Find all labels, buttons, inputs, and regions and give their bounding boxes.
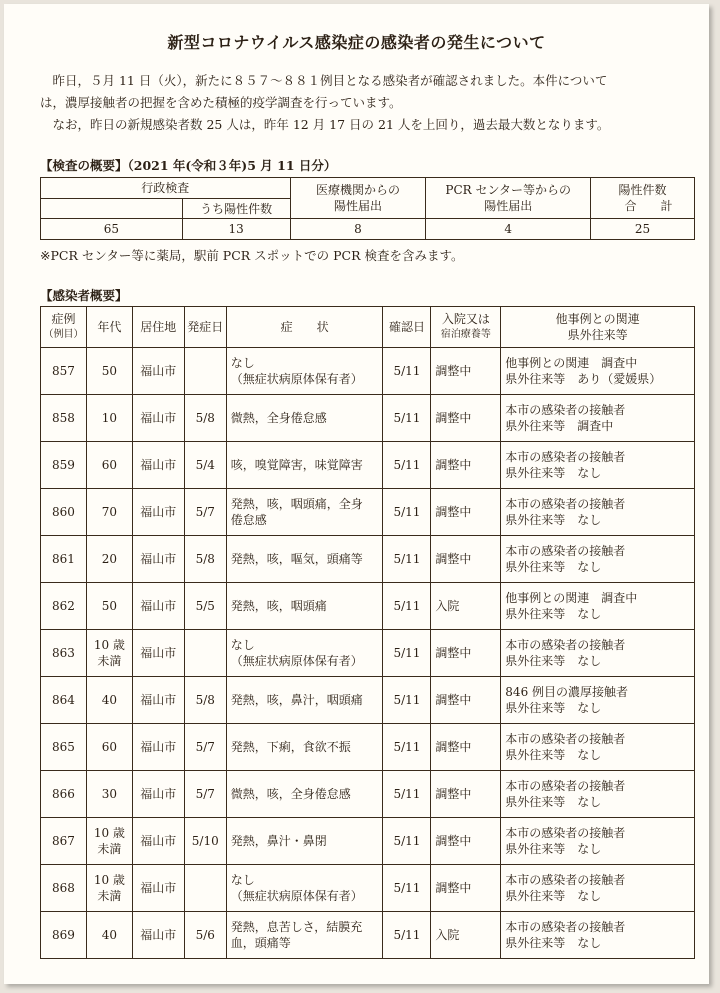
intro-paragraph-1: 昨日，５月 11 日（火），新たに８５７～８８１例目となる感染者が確認されました。本件について — [40, 73, 608, 88]
case-cell-sym: 微熱，咳，全身倦怠感 — [226, 771, 383, 818]
case-row — [41, 771, 695, 818]
case-cell-age: 20 — [86, 536, 132, 583]
case-cell-age: 10 歳 未満 — [86, 865, 132, 912]
case-cell-hosp: 調整中 — [431, 442, 501, 489]
case-cell-rel: 本市の感染者の接触者 県外往来等 なし — [501, 489, 695, 536]
header-onset: 発症日 — [184, 307, 226, 348]
summary-value-total: 25 — [591, 219, 695, 240]
case-cell-sym: なし （無症状病原体保有者） — [226, 348, 383, 395]
case-cell-onset — [184, 865, 226, 912]
case-cell-rel: 本市の感染者の接触者 県外往来等 なし — [501, 536, 695, 583]
summary-header-pcr: PCR センター等からの 陽性届出 — [426, 178, 591, 219]
case-cell-rel: 本市の感染者の接触者 県外往来等 調査中 — [501, 395, 695, 442]
case-cell-id: 869 — [41, 912, 87, 959]
case-cell-rel: 他事例との関連 調査中 県外往来等 あり（愛媛県） — [501, 348, 695, 395]
case-cell-age: 40 — [86, 912, 132, 959]
case-cell-rel: 他事例との関連 調査中 県外往来等 なし — [501, 583, 695, 630]
case-cell-age: 60 — [86, 724, 132, 771]
cases-table — [40, 306, 695, 959]
case-row — [41, 536, 695, 583]
summary-header-yousei: うち陽性件数 — [182, 199, 290, 219]
summary-value-gyosei: 65 — [41, 219, 183, 240]
case-cell-sym: 発熱，鼻汁・鼻閉 — [226, 818, 383, 865]
case-row — [41, 442, 695, 489]
case-cell-hosp: 調整中 — [431, 677, 501, 724]
case-cell-hosp: 調整中 — [431, 536, 501, 583]
case-cell-res: 福山市 — [132, 442, 184, 489]
header-symptoms: 症 状 — [226, 307, 383, 348]
case-cell-id: 858 — [41, 395, 87, 442]
case-cell-hosp: 調整中 — [431, 724, 501, 771]
case-cell-res: 福山市 — [132, 818, 184, 865]
case-cell-hosp: 調整中 — [431, 818, 501, 865]
case-cell-hosp: 調整中 — [431, 348, 501, 395]
case-cell-age: 60 — [86, 442, 132, 489]
case-cell-res: 福山市 — [132, 348, 184, 395]
summary-value-iryo: 8 — [290, 219, 426, 240]
case-cell-conf: 5/11 — [383, 912, 431, 959]
header-confirmed: 確認日 — [383, 307, 431, 348]
case-cell-res: 福山市 — [132, 536, 184, 583]
case-cell-res: 福山市 — [132, 912, 184, 959]
case-cell-conf: 5/11 — [383, 630, 431, 677]
case-cell-sym: 発熱，咳，鼻汁，咽頭痛 — [226, 677, 383, 724]
case-cell-conf: 5/11 — [383, 771, 431, 818]
page-title: 新型コロナウイルス感染症の感染者の発生について — [167, 33, 546, 52]
case-row — [41, 865, 695, 912]
case-cell-id: 865 — [41, 724, 87, 771]
summary-value-pcr: 4 — [426, 219, 591, 240]
case-cell-conf: 5/11 — [383, 536, 431, 583]
case-cell-age: 50 — [86, 348, 132, 395]
case-cell-onset — [184, 348, 226, 395]
case-row — [41, 348, 695, 395]
case-cell-rel: 本市の感染者の接触者 県外往来等 なし — [501, 442, 695, 489]
case-cell-sym: 発熱，咳，咽頭痛 — [226, 583, 383, 630]
case-cell-rel: 本市の感染者の接触者 県外往来等 なし — [501, 865, 695, 912]
case-cell-rel: 本市の感染者の接触者 県外往来等 なし — [501, 912, 695, 959]
case-cell-sym: 微熱，全身倦怠感 — [226, 395, 383, 442]
header-hospital: 入院又は 宿泊療養等 — [431, 307, 501, 348]
case-cell-conf: 5/11 — [383, 348, 431, 395]
case-cell-age: 10 歳 未満 — [86, 630, 132, 677]
case-cell-id: 862 — [41, 583, 87, 630]
case-cell-hosp: 調整中 — [431, 395, 501, 442]
case-cell-rel: 本市の感染者の接触者 県外往来等 なし — [501, 818, 695, 865]
case-cell-sym: なし （無症状病原体保有者） — [226, 865, 383, 912]
case-cell-conf: 5/11 — [383, 395, 431, 442]
case-cell-sym: 発熱，咳，嘔気，頭痛等 — [226, 536, 383, 583]
case-cell-onset: 5/7 — [184, 489, 226, 536]
case-cell-id: 867 — [41, 818, 87, 865]
case-cell-onset: 5/8 — [184, 536, 226, 583]
case-cell-res: 福山市 — [132, 771, 184, 818]
case-cell-age: 30 — [86, 771, 132, 818]
case-cell-onset — [184, 630, 226, 677]
case-cell-sym: 発熱，下痢，食欲不振 — [226, 724, 383, 771]
summary-value-yousei: 13 — [182, 219, 290, 240]
case-cell-id: 861 — [41, 536, 87, 583]
case-cell-res: 福山市 — [132, 630, 184, 677]
header-relation: 他事例との関連 県外往来等 — [501, 307, 695, 348]
summary-note: ※PCR センター等に薬局，駅前 PCR スポットでの PCR 検査を含みます。 — [40, 248, 464, 263]
header-id: 症例 （例目） — [41, 307, 87, 348]
case-cell-onset: 5/7 — [184, 724, 226, 771]
summary-heading: 【検査の概要】（2021 年(令和３年)5 月 11 日分） — [40, 158, 337, 173]
intro-paragraph-2: なお，昨日の新規感染者数 25 人は，昨年 12 月 17 日の 21 人を上回り，過去最大数となります。 — [40, 117, 610, 132]
case-cell-hosp: 入院 — [431, 583, 501, 630]
case-cell-hosp: 調整中 — [431, 630, 501, 677]
case-cell-res: 福山市 — [132, 583, 184, 630]
case-cell-onset: 5/8 — [184, 677, 226, 724]
intro-paragraph-1-cont: は，濃厚接触者の把握を含めた積極的疫学調査を行っています。 — [40, 95, 402, 110]
case-cell-age: 50 — [86, 583, 132, 630]
case-cell-rel: 846 例目の濃厚接触者 県外往来等 なし — [501, 677, 695, 724]
case-row — [41, 630, 695, 677]
summary-header-total: 陽性件数 合 計 — [591, 178, 695, 219]
case-cell-id: 864 — [41, 677, 87, 724]
case-cell-onset: 5/8 — [184, 395, 226, 442]
case-cell-sym: 咳，嗅覚障害，味覚障害 — [226, 442, 383, 489]
case-row — [41, 395, 695, 442]
case-cell-id: 860 — [41, 489, 87, 536]
case-row — [41, 677, 695, 724]
document-page — [4, 4, 709, 984]
case-cell-id: 868 — [41, 865, 87, 912]
case-cell-id: 859 — [41, 442, 87, 489]
case-cell-hosp: 調整中 — [431, 865, 501, 912]
case-cell-rel: 本市の感染者の接触者 県外往来等 なし — [501, 630, 695, 677]
header-residence: 居住地 — [132, 307, 184, 348]
case-cell-hosp: 入院 — [431, 912, 501, 959]
case-cell-conf: 5/11 — [383, 489, 431, 536]
case-row — [41, 724, 695, 771]
case-cell-res: 福山市 — [132, 677, 184, 724]
case-cell-age: 40 — [86, 677, 132, 724]
header-age: 年代 — [86, 307, 132, 348]
case-cell-sym: 発熱，息苦しさ，結膜充 血，頭痛等 — [226, 912, 383, 959]
intro-text — [40, 70, 680, 136]
case-cell-onset: 5/6 — [184, 912, 226, 959]
case-cell-rel: 本市の感染者の接触者 県外往来等 なし — [501, 771, 695, 818]
case-cell-conf: 5/11 — [383, 865, 431, 912]
case-cell-conf: 5/11 — [383, 724, 431, 771]
case-cell-res: 福山市 — [132, 395, 184, 442]
case-cell-res: 福山市 — [132, 724, 184, 771]
case-cell-onset: 5/5 — [184, 583, 226, 630]
case-row — [41, 912, 695, 959]
summary-header-gyosei: 行政検査 — [41, 178, 291, 199]
case-cell-age: 70 — [86, 489, 132, 536]
case-cell-rel: 本市の感染者の接触者 県外往来等 なし — [501, 724, 695, 771]
case-cell-sym: なし （無症状病原体保有者） — [226, 630, 383, 677]
case-cell-conf: 5/11 — [383, 818, 431, 865]
case-cell-id: 866 — [41, 771, 87, 818]
case-cell-id: 863 — [41, 630, 87, 677]
case-cell-conf: 5/11 — [383, 442, 431, 489]
case-cell-age: 10 — [86, 395, 132, 442]
case-cell-res: 福山市 — [132, 489, 184, 536]
case-cell-age: 10 歳 未満 — [86, 818, 132, 865]
case-cell-onset: 5/10 — [184, 818, 226, 865]
case-row — [41, 583, 695, 630]
case-row — [41, 818, 695, 865]
case-cell-sym: 発熱，咳，咽頭痛，全身 倦怠感 — [226, 489, 383, 536]
cases-heading: 【感染者概要】 — [40, 288, 128, 303]
case-row — [41, 489, 695, 536]
case-cell-conf: 5/11 — [383, 583, 431, 630]
case-cell-onset: 5/7 — [184, 771, 226, 818]
summary-table — [40, 177, 695, 240]
case-cell-onset: 5/4 — [184, 442, 226, 489]
case-cell-id: 857 — [41, 348, 87, 395]
case-cell-res: 福山市 — [132, 865, 184, 912]
summary-header-iryo: 医療機関からの 陽性届出 — [290, 178, 426, 219]
case-cell-conf: 5/11 — [383, 677, 431, 724]
case-cell-hosp: 調整中 — [431, 489, 501, 536]
case-cell-hosp: 調整中 — [431, 771, 501, 818]
